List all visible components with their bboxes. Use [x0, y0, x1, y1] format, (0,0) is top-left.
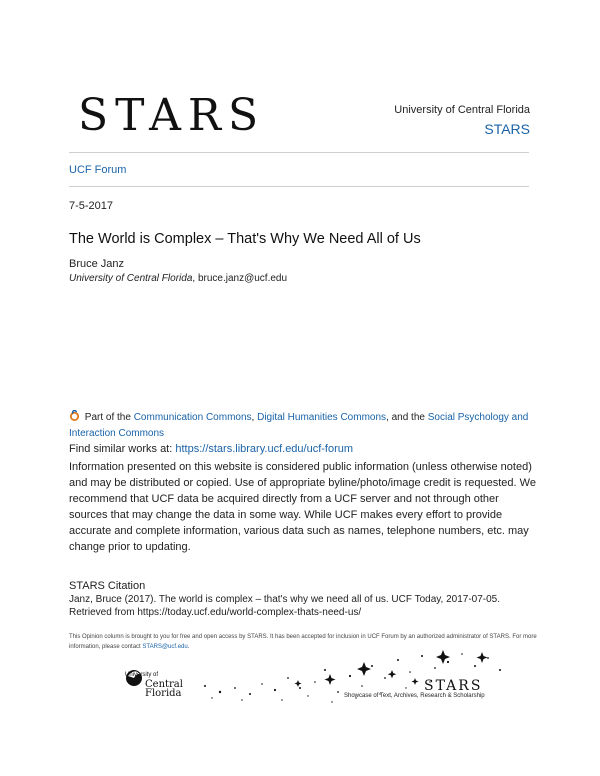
info-paragraph: Information presented on this website is considered public information (unless otherwise noted) and may be distributed or copied. Use of appropriate byline/photo/image credit is requested. We recommend that UCF data be acquired directly from a UCF server and not through other sources that may change the data in some way. While UCF makes every effort to provide accurate and complete information, various data such as names, telephone numbers, etc. may change prior to updating. [69, 461, 536, 553]
similar-label: Find similar works at: [69, 443, 173, 455]
fine-print-end: . [187, 644, 190, 650]
ucf-logo-small-text: University of [125, 672, 159, 678]
contact-email-link[interactable]: STARS@ucf.edu [142, 644, 188, 650]
digital-humanities-commons-link[interactable]: Digital Humanities Commons [257, 412, 387, 423]
similar-works [69, 443, 353, 455]
affiliation-name: University of Central Florida [69, 273, 193, 284]
citation-heading: STARS Citation [69, 580, 146, 592]
author-name: Bruce Janz [69, 258, 125, 270]
ucf-logo-text [145, 680, 183, 698]
footer-stars-tagline: Showcase of Text, Archives, Research & Scholarship [344, 693, 485, 699]
footer-stars-logo: STARS [424, 678, 483, 694]
author-email: bruce.janz@ucf.edu [197, 273, 288, 284]
social-psychology-commons-link[interactable]: Social Psychology and Interaction Commons [69, 412, 529, 439]
repository-link[interactable]: STARS [484, 121, 530, 137]
fine-print-text: This Opinion column is brought to you for free and open access by STARS. It has been accepted for inclusion in UCF Forum by an authorized administrator of STARS. For more information, please contact [69, 634, 537, 650]
communication-commons-link[interactable]: Communication Commons [133, 412, 252, 423]
publication-date: 7-5-2017 [69, 200, 114, 212]
ucf-logo-line2: Florida [145, 688, 182, 699]
part-of-sep2: , and the [386, 412, 425, 423]
institution-name: University of Central Florida [394, 104, 530, 116]
collection-divider [69, 186, 529, 187]
author-affiliation: University of Central Florida, bruce.janz@ucf.edu [69, 273, 288, 284]
part-of-statement [69, 410, 539, 442]
ucf-logo-line1: Central [145, 679, 183, 690]
collection-link[interactable]: UCF Forum [69, 164, 127, 176]
part-of-sep1: , [251, 412, 255, 423]
document-title: The World is Complex – That's Why We Need All of Us [69, 231, 421, 247]
part-of-prefix: Part of the [84, 412, 131, 423]
stars-logo: STARS [78, 90, 266, 141]
header-divider [69, 152, 529, 153]
citation-text: Janz, Bruce (2017). The world is complex – that's why we need all of us. UCF Today, 2017-07-05. Retrieved from https://today.ucf.edu/world-complex-thats-need-us/ [69, 594, 501, 618]
similar-works-link[interactable]: https://stars.library.ucf.edu/ucf-forum [175, 443, 354, 455]
open-access-icon [69, 410, 80, 421]
